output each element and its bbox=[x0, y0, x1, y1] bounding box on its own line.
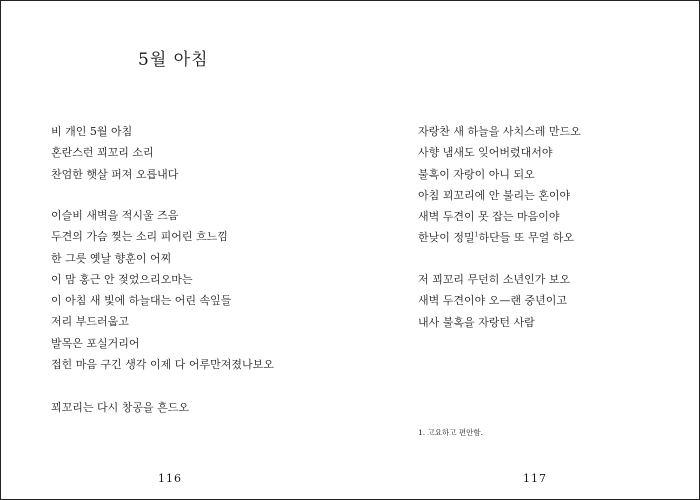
poem-line: 혼란스런 꾀꼬리 소리 bbox=[51, 146, 154, 160]
poem-line: 접힌 마음 구긴 생각 이제 다 어루만져졌나보오 bbox=[51, 358, 274, 372]
poem-line: 이 맘 홍근 안 젖었으리오마는 bbox=[51, 272, 193, 286]
page-number-left: 116 bbox=[158, 472, 182, 485]
poem-line: 저 꾀꼬리 무던히 소년인가 보오 bbox=[418, 273, 571, 286]
poem-line: 비 개인 5월 아침 bbox=[51, 125, 133, 138]
page-number-right: 117 bbox=[523, 472, 547, 485]
poem-line: 저리 부드러웁고 bbox=[51, 315, 129, 329]
poem-line: 발목은 포실거리어 bbox=[51, 336, 140, 350]
poem-line: 이 아침 새 빛에 하늘대는 어린 속잎들 bbox=[51, 294, 232, 308]
poem-line: 꾀꼬리는 다시 창공을 흔드오 bbox=[51, 401, 190, 414]
poem-line: 사향 냄새도 잊어버렸대서야 bbox=[418, 146, 553, 160]
poem-line: 아침 꾀꼬리에 안 불리는 혼이야 bbox=[418, 188, 571, 202]
poem-line: 새벽 두견이야 오—랜 중년이고 bbox=[418, 294, 568, 308]
poem-line: 내사 불혹을 자랑턴 사람 bbox=[418, 315, 535, 329]
footnote: 1. 고요하고 편안함. bbox=[418, 428, 484, 437]
footnote-marker: 1 bbox=[474, 231, 479, 239]
poem-line: 자랑찬 새 하늘을 사치스레 만드오 bbox=[418, 125, 581, 138]
poem-line-with-footnote bbox=[418, 227, 581, 248]
poem-line: 한 그릇 옛날 향훈이 어찌 bbox=[51, 251, 172, 265]
poem-title: 5월 아침 bbox=[138, 50, 209, 70]
right-page bbox=[350, 1, 699, 499]
poem-line: 불혹이 자랑이 아니 되오 bbox=[418, 167, 535, 181]
poem-line-part: 한낮이 정밀 bbox=[418, 231, 475, 245]
stanza-5 bbox=[418, 269, 570, 333]
poem-line: 찬엄한 햇살 퍼져 오릅내다 bbox=[51, 167, 179, 181]
left-page bbox=[1, 1, 350, 499]
stanza-1 bbox=[51, 121, 178, 185]
poem-line-part: 하단들 또 무얼 하오 bbox=[478, 231, 574, 245]
poem-line: 이슬비 새벽을 적시울 즈음 bbox=[51, 209, 179, 222]
poem-line: 두견의 가슴 찢는 소리 피어린 흐느낌 bbox=[51, 230, 228, 244]
stanza-2 bbox=[51, 205, 274, 375]
stanza-3 bbox=[51, 397, 189, 418]
poem-line: 새벽 두견이 못 잡는 마음이야 bbox=[418, 210, 560, 224]
stanza-4 bbox=[418, 121, 581, 249]
